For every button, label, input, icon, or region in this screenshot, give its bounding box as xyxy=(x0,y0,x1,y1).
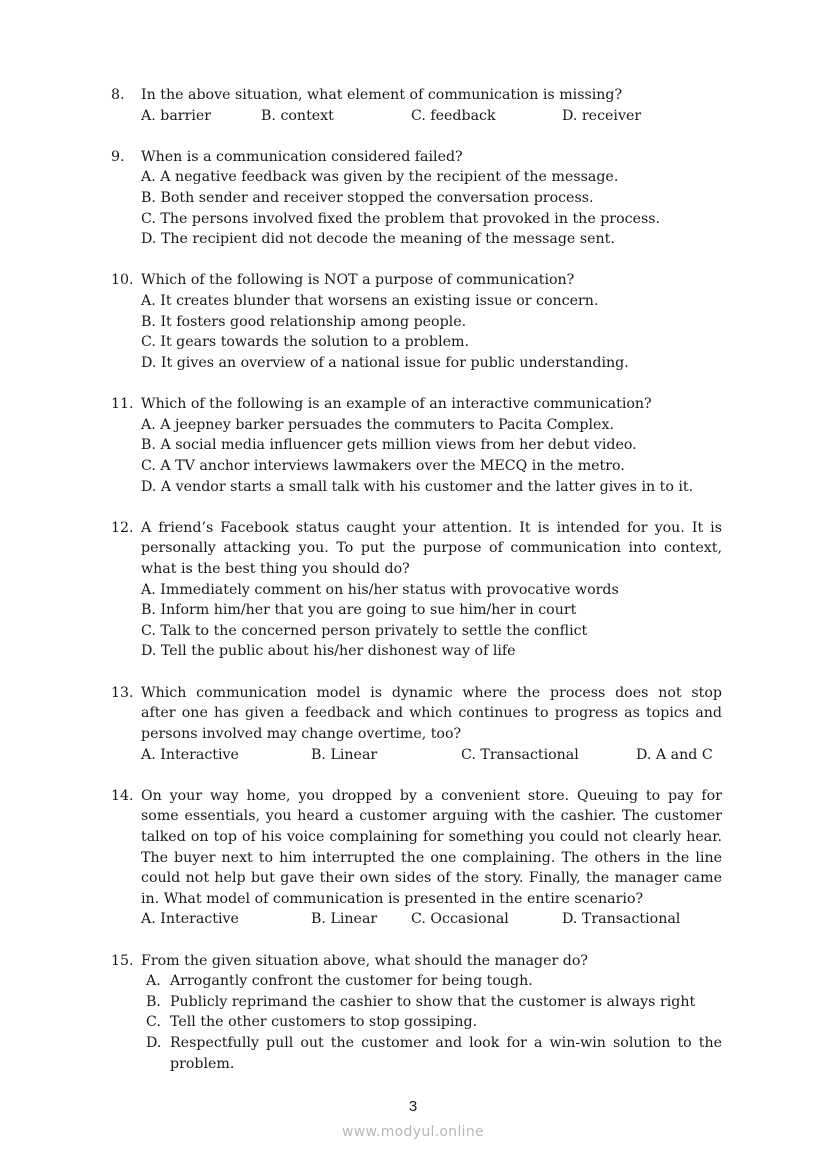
option-text: B. Both sender and receiver stopped the conversation process. xyxy=(141,190,594,207)
question-text: Which of the following is NOT a purpose of communication? xyxy=(141,272,575,289)
option[interactable]: D. Transactional xyxy=(562,911,681,928)
option-letter: C. xyxy=(146,1014,161,1031)
question-number: 9. xyxy=(111,148,125,165)
question-text: personally attacking you. To put the purpose of communication into context, xyxy=(141,540,722,557)
question-text: When is a communication considered failed? xyxy=(141,148,463,165)
question-text: could not help but gave their own sides of the story. Finally, the manager came xyxy=(141,870,722,887)
question-13 xyxy=(0,683,826,765)
question-text: From the given situation above, what should the manager do? xyxy=(141,952,589,969)
option-text: A. A jeepney barker persuades the commuters to Pacita Complex. xyxy=(141,416,614,433)
option-text: A. A negative feedback was given by the recipient of the message. xyxy=(141,169,619,186)
option[interactable] xyxy=(0,600,826,621)
option[interactable]: B. Linear xyxy=(311,911,378,928)
question-text: Which communication model is dynamic where the process does not stop xyxy=(141,684,722,701)
question-line xyxy=(0,394,826,415)
option[interactable] xyxy=(0,992,826,1013)
question-9 xyxy=(0,147,826,250)
option[interactable] xyxy=(0,167,826,188)
question-15 xyxy=(0,951,826,1075)
question-12 xyxy=(0,518,826,662)
option[interactable] xyxy=(0,435,826,456)
question-line xyxy=(0,683,826,704)
question-text: what is the best thing you should do? xyxy=(141,561,410,578)
option-text: Arrogantly confront the customer for being tough. xyxy=(170,973,533,990)
option-text: problem. xyxy=(170,1055,235,1072)
question-number: 10. xyxy=(111,272,134,289)
question-line xyxy=(0,147,826,168)
question-line xyxy=(0,806,826,827)
option-text: B. It fosters good relationship among people. xyxy=(141,313,467,330)
worksheet-page xyxy=(0,85,826,1095)
question-line xyxy=(0,951,826,972)
question-number: 14. xyxy=(111,787,134,804)
option[interactable]: C. feedback xyxy=(411,107,496,124)
option-text: D. Tell the public about his/her dishonest way of life xyxy=(141,643,516,660)
options-row xyxy=(0,745,826,766)
option[interactable] xyxy=(0,1033,826,1054)
question-line xyxy=(0,889,826,910)
question-line xyxy=(0,538,826,559)
question-text: The buyer next to him interrupted the one complaining. The others in the line xyxy=(141,849,722,866)
option[interactable]: A. Interactive xyxy=(141,746,239,763)
option[interactable] xyxy=(0,456,826,477)
question-line xyxy=(0,786,826,807)
question-text: On your way home, you dropped by a convenient store. Queuing to pay for xyxy=(141,787,722,804)
question-line xyxy=(0,270,826,291)
question-text: talked on top of his voice complaining for something you could not clearly hear. xyxy=(141,828,722,845)
option-text: B. A social media influencer gets million views from her debut video. xyxy=(141,437,637,454)
option[interactable]: D. receiver xyxy=(562,107,642,124)
options-row xyxy=(0,909,826,930)
question-11 xyxy=(0,394,826,497)
option[interactable]: B. context xyxy=(261,107,334,124)
option-text: B. Inform him/her that you are going to sue him/her in court xyxy=(141,602,577,619)
option-text: A. Immediately comment on his/her status with provocative words xyxy=(141,581,619,598)
question-line xyxy=(0,518,826,539)
question-text: A friend’s Facebook status caught your attention. It is intended for you. It is xyxy=(141,519,722,536)
question-text: after one has given a feedback and which continues to progress as topics and xyxy=(141,705,722,722)
option[interactable] xyxy=(0,477,826,498)
option[interactable] xyxy=(0,580,826,601)
question-text: persons involved may change overtime, too? xyxy=(141,725,462,742)
question-line xyxy=(0,724,826,745)
option-text: C. It gears towards the solution to a problem. xyxy=(141,334,469,351)
option[interactable] xyxy=(0,1054,826,1075)
question-line xyxy=(0,559,826,580)
page-number: 3 xyxy=(408,1098,418,1115)
option[interactable]: C. Transactional xyxy=(461,746,579,763)
option-text: Respectfully pull out the customer and look for a win-win solution to the xyxy=(170,1035,722,1052)
option-letter: A. xyxy=(146,973,161,990)
option-text: D. A vendor starts a small talk with his customer and the latter gives in to it. xyxy=(141,478,694,495)
question-text: some essentials, you heard a customer arguing with the cashier. The customer xyxy=(141,808,722,825)
question-line xyxy=(0,827,826,848)
question-text: Which of the following is an example of an interactive communication? xyxy=(141,396,652,413)
option-text: C. A TV anchor interviews lawmakers over the MECQ in the metro. xyxy=(141,457,625,474)
option-letter: B. xyxy=(146,993,161,1010)
option[interactable] xyxy=(0,188,826,209)
question-text: In the above situation, what element of communication is missing? xyxy=(141,87,623,103)
option-text: C. The persons involved fixed the problem that provoked in the process. xyxy=(141,210,661,227)
question-text: in. What model of communication is presented in the entire scenario? xyxy=(141,890,644,907)
option[interactable]: B. Linear xyxy=(311,746,378,763)
option[interactable]: A. Interactive xyxy=(141,911,239,928)
question-number: 8. xyxy=(111,87,125,103)
question-14 xyxy=(0,786,826,930)
option[interactable] xyxy=(0,332,826,353)
question-line xyxy=(0,848,826,869)
question-line xyxy=(0,868,826,889)
option[interactable] xyxy=(0,229,826,250)
question-10 xyxy=(0,270,826,373)
question-number: 12. xyxy=(111,519,134,536)
option[interactable] xyxy=(0,209,826,230)
option[interactable] xyxy=(0,353,826,374)
watermark: www.modyul.online xyxy=(342,1124,484,1140)
option[interactable]: A. barrier xyxy=(141,107,212,124)
question-line xyxy=(0,85,826,106)
option[interactable] xyxy=(0,1012,826,1033)
option-letter: D. xyxy=(146,1035,162,1052)
option[interactable] xyxy=(0,415,826,436)
option[interactable] xyxy=(0,312,826,333)
option-text: A. It creates blunder that worsens an existing issue or concern. xyxy=(141,293,599,310)
option-text: D. It gives an overview of a national issue for public understanding. xyxy=(141,354,629,371)
option-text: C. Talk to the concerned person privately to settle the conflict xyxy=(141,622,588,639)
options-row xyxy=(0,106,826,127)
question-8 xyxy=(0,85,826,126)
option[interactable]: D. A and C xyxy=(636,746,713,763)
option[interactable] xyxy=(0,291,826,312)
option[interactable] xyxy=(0,971,826,992)
question-number: 11. xyxy=(111,396,134,413)
option-text: Tell the other customers to stop gossiping. xyxy=(170,1014,478,1031)
option[interactable] xyxy=(0,641,826,662)
question-number: 13. xyxy=(111,684,134,701)
option[interactable] xyxy=(0,621,826,642)
option-text: D. The recipient did not decode the meaning of the message sent. xyxy=(141,231,615,248)
question-line xyxy=(0,703,826,724)
question-number: 15. xyxy=(111,952,134,969)
option-text: Publicly reprimand the cashier to show that the customer is always right xyxy=(170,993,696,1010)
option[interactable]: C. Occasional xyxy=(411,911,509,928)
